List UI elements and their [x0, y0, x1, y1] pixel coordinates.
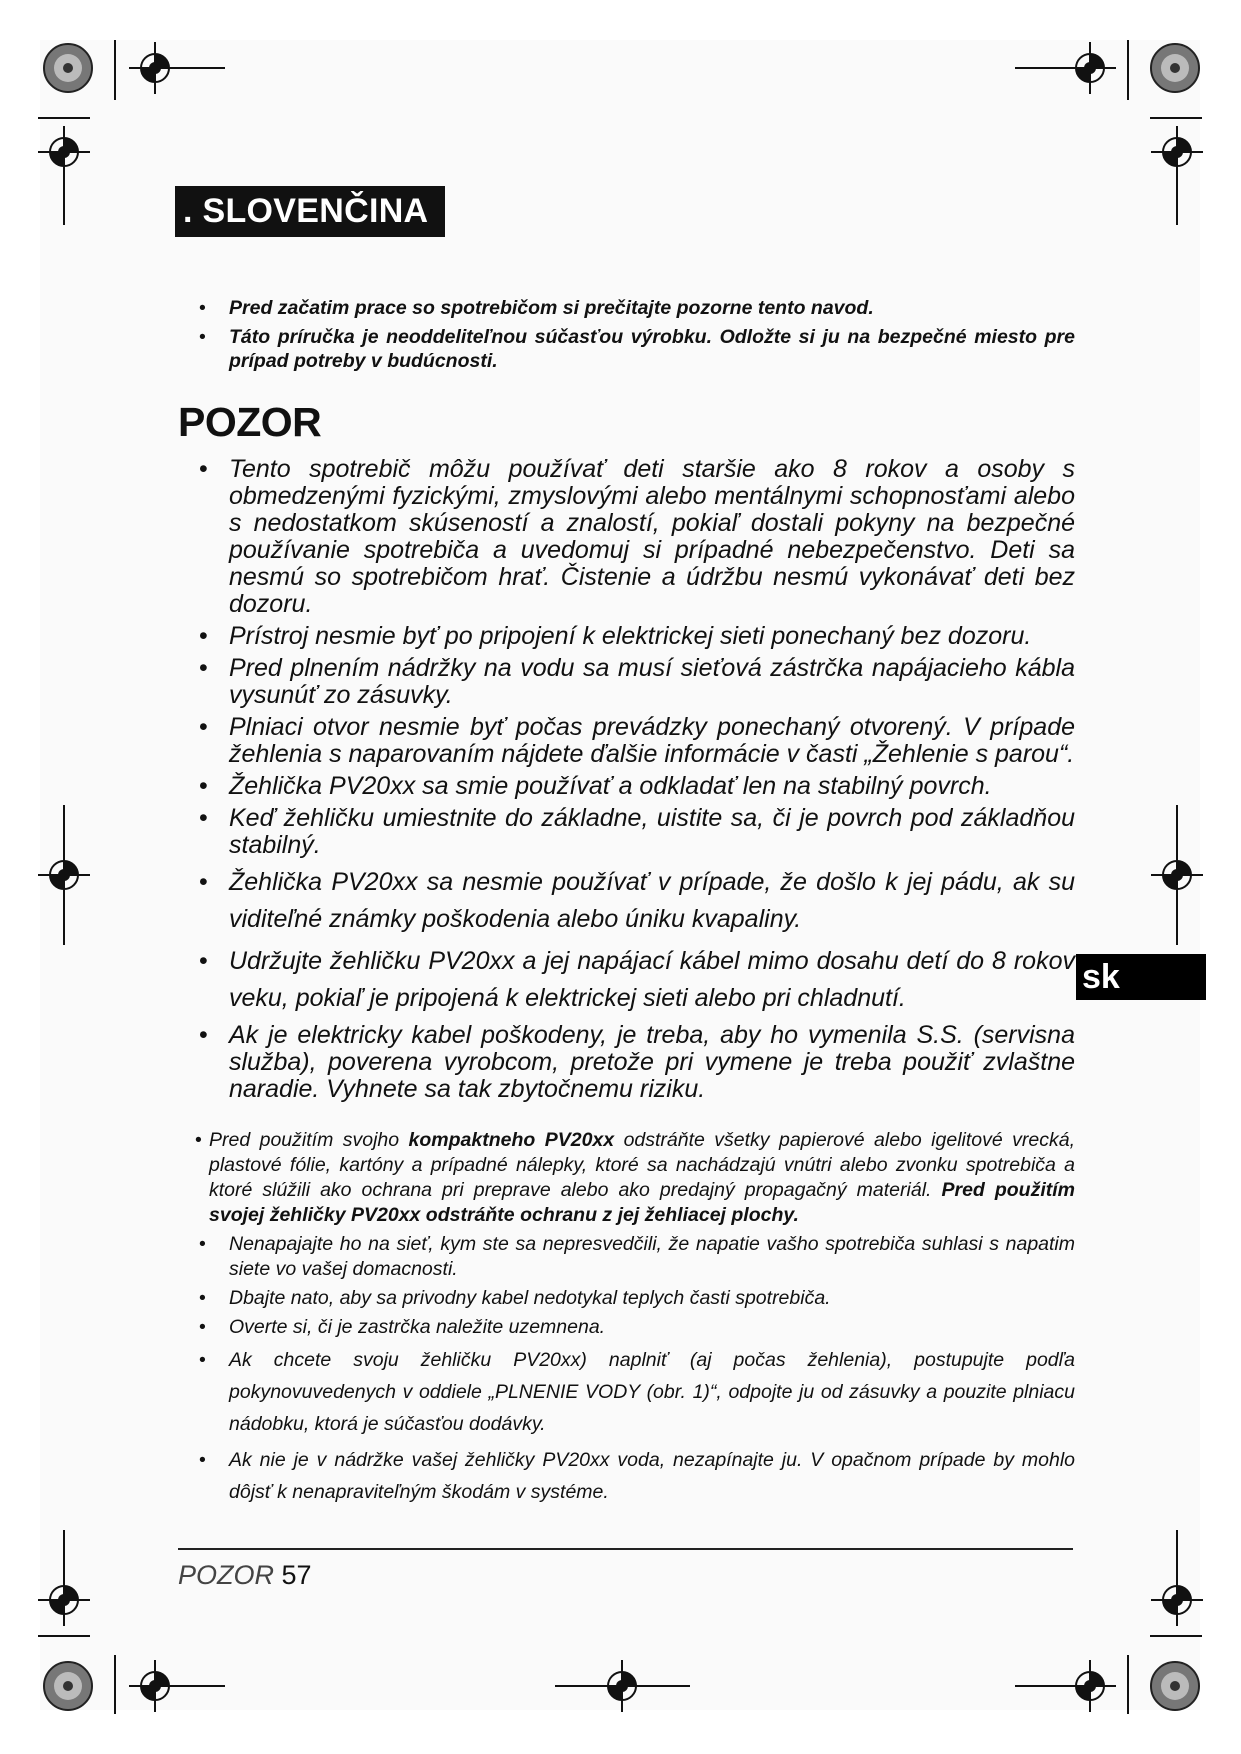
note-item: • Ak chcete svoju žehličku PV20xx) naplniť (aj počas žehlenia), postupujte podľa pokynovuvedenych v oddiele „PLNENIE VODY (obr. 1)“, odpojte ju od zásuvky a pouzite plniacu nádobku, ktorá je súčasťou dodávky. — [195, 1344, 1075, 1440]
registration-mark-icon — [1151, 849, 1203, 901]
warning-item: • Pred plnením nádržky na vodu sa musí sieťová zástrčka napájacieho kábla vysunúť zo zásuvky. — [195, 655, 1075, 709]
before-use-lead-bold: kompaktneho PV20xx — [408, 1129, 615, 1151]
warning-item: • Prístroj nesmie byť po pripojení k elektrickej sieti ponechaný bez dozoru. — [195, 623, 1075, 650]
warning-item: • Udržujte žehličku PV20xx a jej napájací kábel mimo dosahu detí do 8 rokov veku, pokiaľ je pripojená k elektrickej sieti alebo pri chladnutí. — [195, 943, 1075, 1017]
color-wheel-icon — [1151, 1662, 1199, 1710]
before-use-lead: Pred použitím svojho — [209, 1129, 409, 1151]
color-wheel-icon — [44, 44, 92, 92]
language-tab: sk — [1076, 954, 1206, 1000]
registration-mark-icon — [38, 1574, 90, 1626]
footer-label: POZOR — [178, 1560, 275, 1590]
registration-mark-icon — [596, 1660, 648, 1712]
intro-list — [195, 296, 1075, 373]
registration-mark-icon — [129, 1660, 181, 1712]
intro-item: • Pred začatim prace so spotrebičom si prečitajte pozorne tento navod. — [195, 296, 1075, 320]
warning-heading: POZOR — [178, 399, 322, 445]
page-footer — [178, 1558, 312, 1592]
footer-divider — [178, 1548, 1073, 1550]
registration-mark-icon — [1064, 42, 1116, 94]
intro-item: • Táto príručka je neoddeliteľnou súčasťou výrobku. Odložte si ju na bezpečné miesto pre prípad potreby v budúcnosti. — [195, 325, 1075, 373]
warning-item: • Žehlička PV20xx sa smie používať a odkladať len na stabilný povrch. — [195, 773, 1075, 800]
color-wheel-icon — [1151, 44, 1199, 92]
before-use-body-bold: Pred použitím svojej žehličky PV20xx odstráňte ochranu z jej žehliacej plochy. — [209, 1179, 1076, 1226]
color-wheel-icon — [44, 1662, 92, 1710]
registration-mark-icon — [38, 126, 90, 178]
warning-list — [195, 456, 1075, 1103]
notes-list — [195, 1128, 1075, 1508]
warning-item: • Keď žehličku umiestnite do základne, uistite sa, či je povrch pod základňou stabilný. — [195, 805, 1075, 859]
warning-item: • Plniaci otvor nesmie byť počas prevádzky ponechaný otvorený. V prípade žehlenia s naparovaním nájdete ďalšie informácie v časti „Žehlenie s parou“. — [195, 714, 1075, 768]
page-number: 57 — [281, 1560, 312, 1590]
warning-item: • Ak je elektricky kabel poškodeny, je treba, aby ho vymenila S.S. (servisna služba), poverena vyrobcom, pretože pri vymene je treba použiť zvlaštne naradie. Vyhnete sa tak zbytočnemu riziku. — [195, 1022, 1075, 1103]
registration-mark-icon — [129, 42, 181, 94]
warning-item: • Žehlička PV20xx sa nesmie používať v prípade, že došlo k jej pádu, ak su viditeľné známky poškodenia alebo úniku kvapaliny. — [195, 864, 1075, 938]
note-item: • Ak nie je v nádržke vašej žehličky PV20xx voda, nezapínajte ju. V opačnom prípade by mohlo dôjsť k nenapraviteľným škodám v systéme. — [195, 1444, 1075, 1508]
warning-item: • Tento spotrebič môžu používať deti staršie ako 8 rokov a osoby s obmedzenými fyzickými, zmyslovými alebo mentálnymi schopnosťami alebo s nedostatkom skúseností a znalostí, pokiaľ dostali pokyny na bezpečné používanie spotrebiča a uvedomuj si prípadné nebezpečenstvo. Deti sa nesmú so spotrebičom hrať. Čistenie a údržbu nesmú vykonávať deti bez dozoru. — [195, 456, 1075, 618]
section-title: . SLOVENČINA — [175, 186, 445, 237]
registration-mark-icon — [1151, 126, 1203, 178]
before-use-item — [195, 1128, 1075, 1228]
registration-mark-icon — [1064, 1660, 1116, 1712]
note-item: • Nenapajajte ho na sieť, kym ste sa nepresvedčili, že napatie vašho spotrebiča suhlasi s napatim siete vo vašej domacnosti. — [195, 1232, 1075, 1282]
registration-mark-icon — [1151, 1574, 1203, 1626]
before-use-body: odstráňte všetky papierové alebo igelitové vrecká, plastové fólie, kartóny a prípadné nálepky, ktoré sa nachádzajú vnútri alebo zvonku spotrebiča a ktoré slúžili ako ochrana pri preprave alebo ako predajný propagačný materiál. — [209, 1129, 1075, 1201]
note-item: • Overte si, či je zastrčka naležite uzemnena. — [195, 1315, 1075, 1340]
registration-mark-icon — [38, 849, 90, 901]
note-item: • Dbajte nato, aby sa privodny kabel nedotykal teplych časti spotrebiča. — [195, 1286, 1075, 1311]
